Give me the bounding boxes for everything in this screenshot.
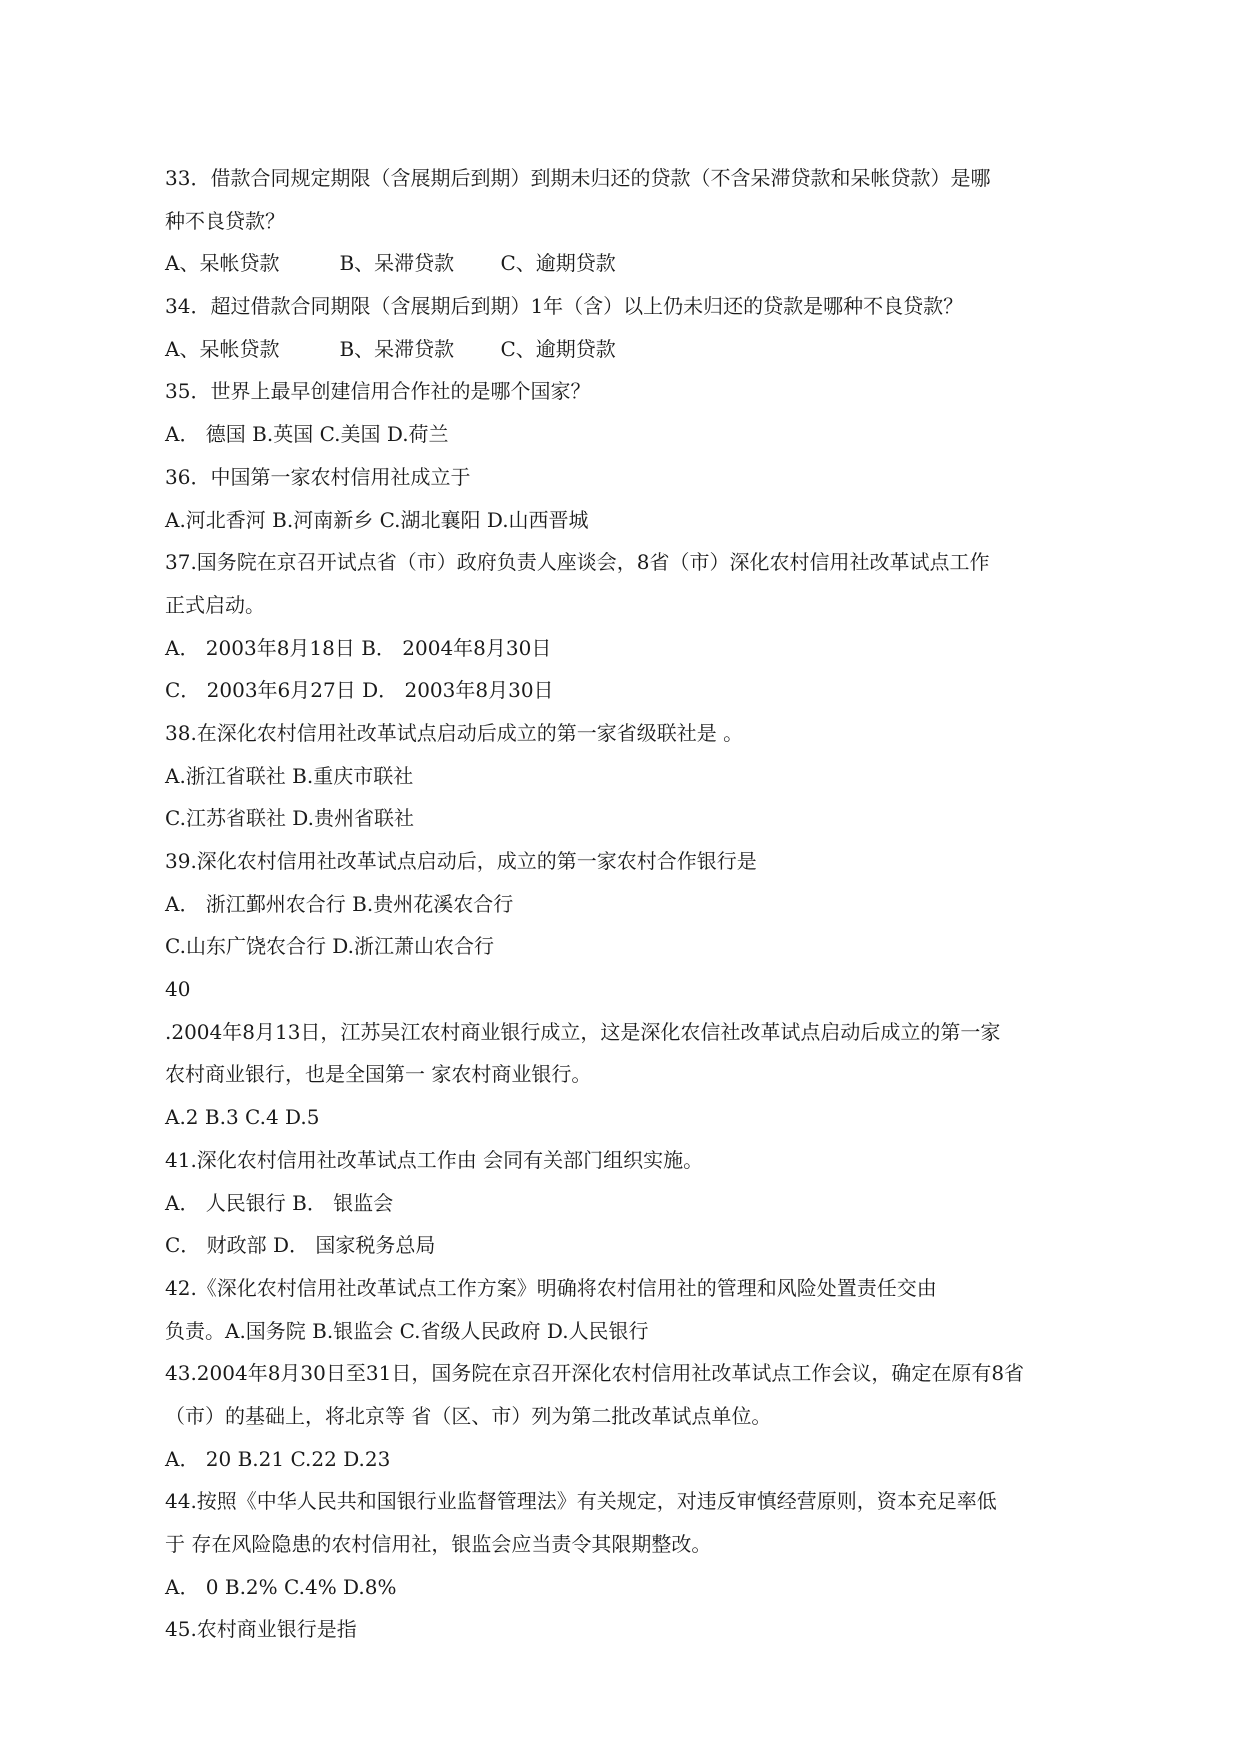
- text-line: 农村商业银行，也是全国第一 家农村商业银行。: [165, 1062, 592, 1087]
- question-text-block: [165, 157, 1085, 1651]
- text-line: 38.在深化农村信用社改革试点启动后成立的第一家省级联社是 。: [165, 720, 744, 745]
- text-line: 种不良贷款？: [165, 208, 285, 233]
- text-line: A、呆帐贷款 B、呆滞贷款 C、逾期贷款: [165, 251, 616, 276]
- text-line: A． 人民银行 B． 银监会: [165, 1190, 394, 1215]
- text-line: C.江苏省联社 D.贵州省联社: [165, 806, 414, 831]
- text-line: 37.国务院在京召开试点省（市）政府负责人座谈会，8省（市）深化农村信用社改革试点工作: [165, 550, 990, 575]
- text-line: 于 存在风险隐患的农村信用社，银监会应当责令其限期整改。: [165, 1532, 712, 1556]
- text-line: A.浙江省联社 B.重庆市联社: [165, 763, 414, 788]
- text-line: A． 20 B.21 C.22 D.23: [165, 1446, 391, 1471]
- text-line: 45.农村商业银行是指: [165, 1617, 357, 1642]
- text-line: C． 2003年6月27日 D． 2003年8月30日: [165, 678, 554, 703]
- text-line: 44.按照《中华人民共和国银行业监督管理法》有关规定，对违反审慎经营原则，资本充足率低: [165, 1489, 997, 1514]
- text-line: 43.2004年8月30日至31日，国务院在京召开深化农村信用社改革试点工作会议，确定在原有8省: [165, 1361, 1025, 1386]
- text-line: A． 0 B.2% C.4% D.8%: [165, 1574, 397, 1599]
- text-line: A.河北香河 B.河南新乡 C.湖北襄阳 D.山西晋城: [165, 507, 589, 532]
- text-line: .2004年8月13日，江苏吴江农村商业银行成立，这是深化农信社改革试点启动后成立的第一家: [165, 1019, 1001, 1044]
- text-line: 41.深化农村信用社改革试点工作由 会同有关部门组织实施。: [165, 1147, 704, 1172]
- text-line: A． 浙江鄞州农合行 B.贵州花溪农合行: [165, 891, 514, 916]
- text-line: 42.《深化农村信用社改革试点工作方案》明确将农村信用社的管理和风险处置责任交由: [165, 1275, 937, 1300]
- text-line: A． 德国 B.英国 C.美国 D.荷兰: [165, 422, 449, 447]
- text-line: A． 2003年8月18日 B． 2004年8月30日: [165, 635, 552, 660]
- text-line: 34．超过借款合同期限（含展期后到期）1年（含）以上仍未归还的贷款是哪种不良贷款？: [165, 294, 964, 319]
- text-line: C.山东广饶农合行 D.浙江萧山农合行: [165, 934, 494, 959]
- text-line: 40: [165, 977, 191, 1002]
- text-line: （市）的基础上，将北京等 省（区、市）列为第二批改革试点单位。: [165, 1403, 772, 1428]
- text-line: A.2 B.3 C.4 D.5: [165, 1105, 320, 1130]
- text-line: 33．借款合同规定期限（含展期后到期）到期未归还的贷款（不含呆滞贷款和呆帐贷款）是哪: [165, 166, 991, 190]
- text-line: 正式启动。: [165, 592, 265, 617]
- text-line: 负责。A.国务院 B.银监会 C.省级人民政府 D.人民银行: [165, 1318, 649, 1343]
- text-line: A、呆帐贷款 B、呆滞贷款 C、逾期贷款: [165, 336, 616, 361]
- text-line: 36．中国第一家农村信用社成立于: [165, 464, 471, 489]
- text-line: 35．世界上最早创建信用合作社的是哪个国家？: [165, 379, 591, 404]
- text-line: 39.深化农村信用社改革试点启动后，成立的第一家农村合作银行是: [165, 849, 757, 873]
- text-line: C． 财政部 D． 国家税务总局: [165, 1233, 436, 1258]
